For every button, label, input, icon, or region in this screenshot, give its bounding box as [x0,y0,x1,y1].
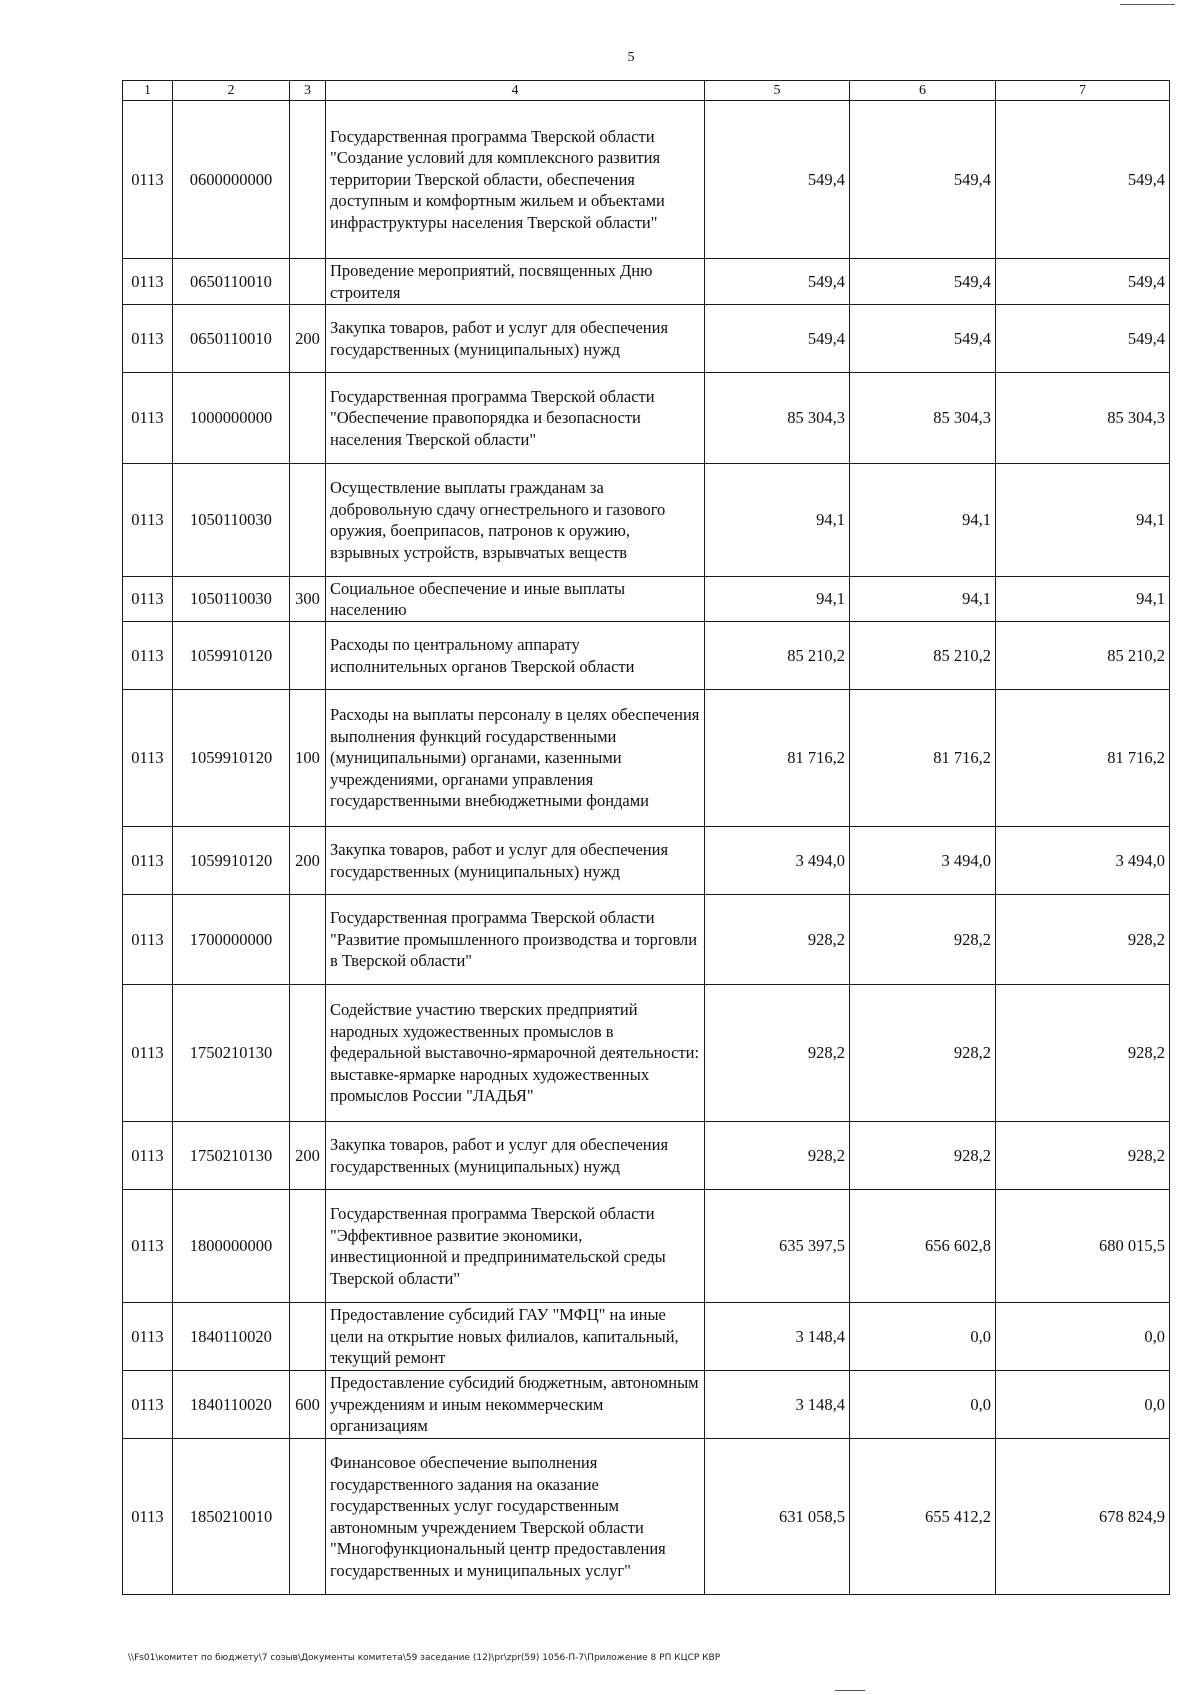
expense-type-code [290,101,326,259]
amount-col6: 0,0 [850,1371,996,1439]
target-article-code: 1750210130 [173,985,290,1122]
amount-col6: 655 412,2 [850,1439,996,1595]
table-row [123,101,1170,259]
expense-type-code: 300 [290,577,326,622]
amount-col7: 928,2 [996,1122,1170,1190]
target-article-code: 1850210010 [173,1439,290,1595]
table-row [123,985,1170,1122]
row-description: Закупка товаров, работ и услуг для обеспечения государственных (муниципальных) нужд [326,1122,705,1190]
target-article-code: 1800000000 [173,1190,290,1303]
target-article-code: 0650110010 [173,305,290,373]
row-description: Содействие участию тверских предприятий народных художественных промыслов в федеральной выставочно-ярмарочной деятельности: выставке-ярмарке народных художественных промыслов России "ЛАДЬЯ" [326,985,705,1122]
scan-artifact-top [1120,4,1175,5]
section-code: 0113 [123,464,173,577]
amount-col7: 549,4 [996,101,1170,259]
section-code: 0113 [123,259,173,305]
row-description: Финансовое обеспечение выполнения государственного задания на оказание государственных услуг государственным автономным учреждением Тверской области "Многофункциональный центр предоставления государственных и муниципальных услуг" [326,1439,705,1595]
amount-col6: 928,2 [850,1122,996,1190]
amount-col7: 0,0 [996,1303,1170,1371]
table-row [123,690,1170,827]
section-code: 0113 [123,895,173,985]
amount-col7: 85 210,2 [996,622,1170,690]
section-code: 0113 [123,577,173,622]
amount-col7: 678 824,9 [996,1439,1170,1595]
amount-col5: 631 058,5 [705,1439,850,1595]
table-row [123,577,1170,622]
section-code: 0113 [123,622,173,690]
table-row [123,373,1170,464]
amount-col7: 928,2 [996,895,1170,985]
row-description: Проведение мероприятий, посвященных Дню строителя [326,259,705,305]
target-article-code: 1050110030 [173,464,290,577]
amount-col7: 81 716,2 [996,690,1170,827]
row-description: Социальное обеспечение и иные выплаты населению [326,577,705,622]
amount-col7: 549,4 [996,305,1170,373]
amount-col6: 928,2 [850,985,996,1122]
amount-col7: 549,4 [996,259,1170,305]
column-header: 5 [705,81,850,101]
amount-col5: 3 494,0 [705,827,850,895]
amount-col7: 85 304,3 [996,373,1170,464]
scan-artifact-bottom [835,1690,865,1691]
section-code: 0113 [123,1439,173,1595]
target-article-code: 1059910120 [173,622,290,690]
target-article-code: 1700000000 [173,895,290,985]
amount-col6: 85 304,3 [850,373,996,464]
column-header: 3 [290,81,326,101]
amount-col6: 656 602,8 [850,1190,996,1303]
section-code: 0113 [123,373,173,464]
table-row [123,1371,1170,1439]
amount-col5: 85 210,2 [705,622,850,690]
table-row [123,895,1170,985]
expense-type-code: 600 [290,1371,326,1439]
expense-type-code [290,622,326,690]
target-article-code: 0650110010 [173,259,290,305]
amount-col7: 0,0 [996,1371,1170,1439]
expense-type-code: 200 [290,827,326,895]
target-article-code: 0600000000 [173,101,290,259]
target-article-code: 1050110030 [173,577,290,622]
column-header: 2 [173,81,290,101]
amount-col7: 94,1 [996,464,1170,577]
column-header: 4 [326,81,705,101]
amount-col5: 85 304,3 [705,373,850,464]
expense-type-code [290,895,326,985]
amount-col6: 549,4 [850,101,996,259]
section-code: 0113 [123,1122,173,1190]
amount-col6: 94,1 [850,464,996,577]
expense-type-code [290,464,326,577]
row-description: Государственная программа Тверской области "Обеспечение правопорядка и безопасности населения Тверской области" [326,373,705,464]
section-code: 0113 [123,305,173,373]
row-description: Расходы на выплаты персоналу в целях обеспечения выполнения функций государственными (муниципальными) органами, казенными учреждениями, органами управления государственными внебюджетными фондами [326,690,705,827]
amount-col6: 928,2 [850,895,996,985]
amount-col6: 94,1 [850,577,996,622]
expense-type-code: 200 [290,1122,326,1190]
amount-col5: 635 397,5 [705,1190,850,1303]
table-row [123,622,1170,690]
section-code: 0113 [123,1371,173,1439]
row-description: Предоставление субсидий ГАУ "МФЦ" на иные цели на открытие новых филиалов, капитальный, текущий ремонт [326,1303,705,1371]
amount-col5: 928,2 [705,895,850,985]
amount-col6: 3 494,0 [850,827,996,895]
amount-col6: 85 210,2 [850,622,996,690]
amount-col5: 94,1 [705,464,850,577]
file-path-footer: \\Fs01\комитет по бюджету\7 созыв\Документы комитета\59 заседание (12)\pr\zpr(59) 1056-П-7\Приложение 8 РП КЦСР КВР [128,1653,721,1663]
amount-col5: 81 716,2 [705,690,850,827]
amount-col6: 0,0 [850,1303,996,1371]
table-row [123,827,1170,895]
amount-col7: 94,1 [996,577,1170,622]
row-description: Предоставление субсидий бюджетным, автономным учреждениям и иным некоммерческим организациям [326,1371,705,1439]
row-description: Закупка товаров, работ и услуг для обеспечения государственных (муниципальных) нужд [326,827,705,895]
target-article-code: 1840110020 [173,1371,290,1439]
expense-type-code [290,1439,326,1595]
column-header: 6 [850,81,996,101]
amount-col5: 549,4 [705,305,850,373]
budget-table [122,80,1170,1595]
amount-col7: 680 015,5 [996,1190,1170,1303]
row-description: Государственная программа Тверской области "Развитие промышленного производства и торговли в Тверской области" [326,895,705,985]
column-header: 1 [123,81,173,101]
row-description: Осуществление выплаты гражданам за добровольную сдачу огнестрельного и газового оружия, боеприпасов, патронов к оружию, взрывных устройств, взрывчатых веществ [326,464,705,577]
amount-col5: 549,4 [705,101,850,259]
table-row [123,305,1170,373]
expense-type-code [290,259,326,305]
target-article-code: 1840110020 [173,1303,290,1371]
table-row [123,1303,1170,1371]
page-number: 5 [627,50,635,65]
section-code: 0113 [123,827,173,895]
amount-col6: 549,4 [850,305,996,373]
row-description: Государственная программа Тверской области "Создание условий для комплексного развития территории Тверской области, обеспечения доступным и комфортным жильем и объектами инфраструктуры населения Тверской области" [326,101,705,259]
amount-col5: 928,2 [705,985,850,1122]
section-code: 0113 [123,1190,173,1303]
expense-type-code: 200 [290,305,326,373]
column-header: 7 [996,81,1170,101]
target-article-code: 1059910120 [173,690,290,827]
table-row [123,464,1170,577]
row-description: Государственная программа Тверской области "Эффективное развитие экономики, инвестиционной и предпринимательской среды Тверской области" [326,1190,705,1303]
header-row [123,81,1170,101]
amount-col6: 549,4 [850,259,996,305]
target-article-code: 1000000000 [173,373,290,464]
table-row [123,1190,1170,1303]
amount-col5: 928,2 [705,1122,850,1190]
section-code: 0113 [123,690,173,827]
row-description: Расходы по центральному аппарату исполнительных органов Тверской области [326,622,705,690]
amount-col7: 928,2 [996,985,1170,1122]
target-article-code: 1059910120 [173,827,290,895]
section-code: 0113 [123,101,173,259]
target-article-code: 1750210130 [173,1122,290,1190]
expense-type-code [290,1303,326,1371]
amount-col5: 94,1 [705,577,850,622]
expense-type-code: 100 [290,690,326,827]
amount-col5: 3 148,4 [705,1371,850,1439]
table-row [123,1439,1170,1595]
section-code: 0113 [123,985,173,1122]
amount-col6: 81 716,2 [850,690,996,827]
section-code: 0113 [123,1303,173,1371]
amount-col5: 549,4 [705,259,850,305]
amount-col5: 3 148,4 [705,1303,850,1371]
expense-type-code [290,1190,326,1303]
table-row [123,1122,1170,1190]
expense-type-code [290,985,326,1122]
amount-col7: 3 494,0 [996,827,1170,895]
row-description: Закупка товаров, работ и услуг для обеспечения государственных (муниципальных) нужд [326,305,705,373]
expense-type-code [290,373,326,464]
table-row [123,259,1170,305]
